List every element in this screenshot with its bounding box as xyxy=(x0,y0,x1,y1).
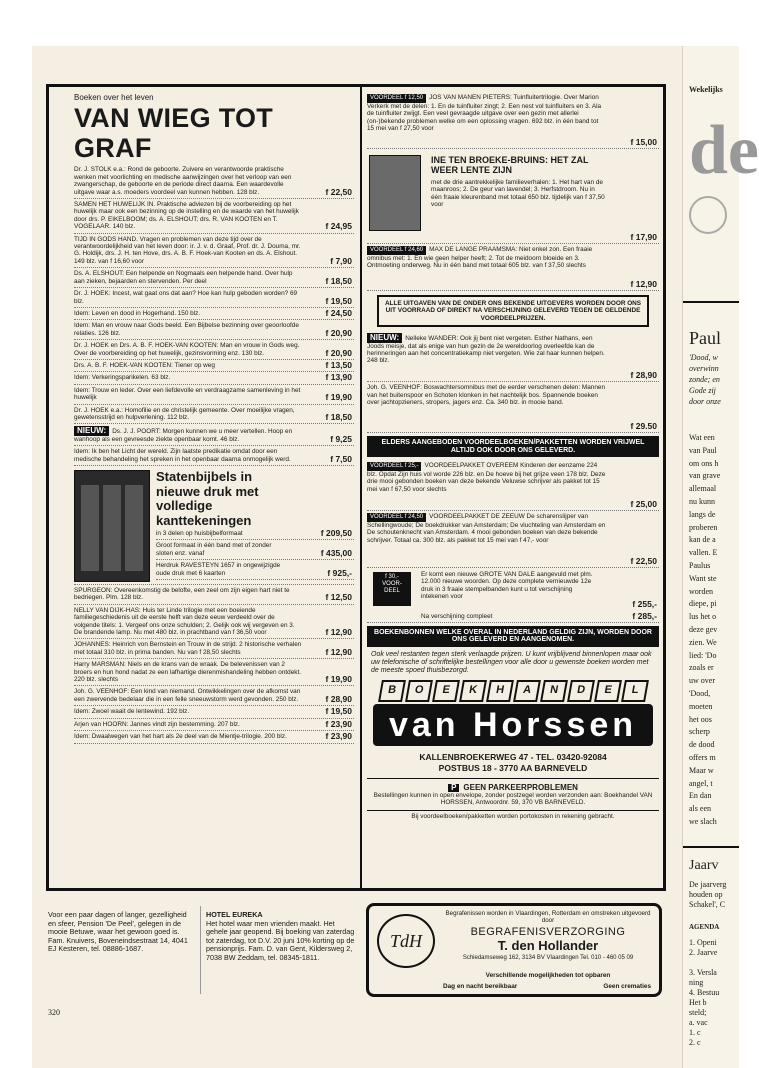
offer-praamsma: VOORDEEL f 24,60 MAX DE LANGE PRAAMSMA: Niet enkel zon. Een fraaie omnibus met: 1. En wie geen helper heeft; 2. Tot de meidoorn bloeide en 3. Ontmoeting onderweg. Nu in één band met totaal 605 blz. van f 37,50 slechts f 12,90 xyxy=(367,244,659,291)
parking-text: Bestellingen kunnen in open envelope, zonder postzegel worden verzonden aan: Boekhandel VAN HORSSEN, Antwoordnr. 59, 370 VB BARNEVELD. xyxy=(373,791,653,807)
price: f 19,90 xyxy=(325,392,352,403)
price: f 20,90 xyxy=(325,327,352,338)
facing-page xyxy=(682,46,759,1068)
bible-price-row xyxy=(156,528,354,540)
text-line: Gode zij xyxy=(689,386,716,395)
book-entry xyxy=(74,372,354,384)
book-description: Harry MARSMAN: Niels en de krans van de wraak. De belevenissen van 2 broers en hun hond nadat ze een lafhartige dierenmishandeling hebben ontdekt. 220 blz. slechts xyxy=(74,661,302,684)
text-line: De jaarverg xyxy=(689,880,727,889)
ad-begrafenis xyxy=(366,903,662,997)
text-line: de dood xyxy=(689,740,715,750)
price: f 17,90 xyxy=(630,231,657,242)
text-line: lied: 'Do xyxy=(689,650,717,660)
book-entry xyxy=(74,605,354,640)
price: f 28,90 xyxy=(325,693,352,704)
text-line: 3. Versla xyxy=(689,968,717,977)
facing-divider xyxy=(683,301,739,303)
logo-letter-tile: K xyxy=(459,680,487,702)
price: f 12,90 xyxy=(325,646,352,657)
price: f 7,50 xyxy=(330,453,352,464)
book-entry xyxy=(74,719,354,731)
parking-icon: P xyxy=(448,784,459,791)
new-badge: NIEUW: xyxy=(74,426,109,435)
voordeel-badge: VOORDEEL f 25,- xyxy=(367,462,421,471)
text-line: Want ste xyxy=(689,573,717,583)
price: f 435,00 xyxy=(320,547,352,558)
text-line: worden xyxy=(689,586,713,596)
price: f 19,90 xyxy=(325,674,352,685)
book-description: SPURGEON: Overeenkomstig de belofte, een zeel om zijn eigen hart niet te bedriegen. Plm. 128 blz. xyxy=(74,587,290,602)
offer-text: met de drie aantrekkelijke familieverhalen: 1. Het hart van de maanroos; 2. De geur van lavendel; 3. Herfstdroom. Nu in één fraaie kleurenband met totaal 650 blz. tijdelijk van f 37,50 voor xyxy=(431,179,605,209)
restanten-note: Ook veel restanten tegen sterk verlaagde prijzen. U kunt vrijblijvend binnenlopen maar ook uw telefonische of schriftelijke bestellingen voor alle door u gewenste boeken worden met de meeste spoed thuisbezorgd. xyxy=(371,650,652,675)
price: f 29.50 xyxy=(630,420,657,431)
text-line: Het b xyxy=(689,998,707,1007)
facing-section-text xyxy=(689,880,726,910)
bible-edition: in 3 delen op huisbijbelformaat xyxy=(156,530,243,537)
ad-pension-de-peel: Voor een paar dagen of langer, gezelligheid en sfeer, Pension 'De Peel', gelegen in de mooie Betuwe, waar het gewoon goed is. Fam. Knuivers, Boveneindsestraat 14, 4041 EJ Kesteren, tel. 08886-1687. xyxy=(48,910,188,954)
bible-title: Statenbijbels in nieuwe druk met volledige kanttekeningen xyxy=(156,469,259,528)
boekenbonnen-banner: BOEKENBONNEN WELKE OVERAL IN NEDERLAND GELDIG ZIJN, WORDEN DOOR ONS GELEVERD EN AANGENOMEN. xyxy=(367,626,659,647)
text-line: 1. Openi xyxy=(689,938,717,947)
text-line: 'Dood, w xyxy=(689,353,718,362)
book-entry xyxy=(74,659,354,686)
price: f 12,90 xyxy=(325,627,352,638)
porto-note: Bij voordeelboeken/pakketten worden portokosten in rekening gebracht. xyxy=(367,810,659,820)
text-line: offers m xyxy=(689,752,716,762)
bible-set-image xyxy=(74,470,150,582)
text-line: zonde; en xyxy=(689,375,720,384)
price: f 255,- xyxy=(632,598,657,609)
text-line: 4. Bestuu xyxy=(689,988,720,997)
price: f 25,00 xyxy=(630,498,657,509)
offer-title: INE TEN BROEKE-BRUINS: HET ZAL WEER LENTE ZIJN xyxy=(431,155,589,175)
book-description: Idem: Leven en dood in Hogerhand. 150 blz. xyxy=(74,309,201,317)
price: f 209,50 xyxy=(320,528,352,538)
text-line: als een xyxy=(689,804,711,814)
facing-page-header: Wekelijks xyxy=(689,85,723,94)
bible-price-list xyxy=(156,528,354,580)
price: f 19,50 xyxy=(325,706,352,717)
voordeel-badge: VOORDEEL f 12,50 xyxy=(367,94,426,103)
book-entry xyxy=(74,199,354,234)
book-entry xyxy=(74,340,354,360)
monogram-logo-icon: TdH xyxy=(377,914,435,968)
logo-letter-tile: D xyxy=(567,680,595,702)
price: f 18,50 xyxy=(325,411,352,422)
text-line: zien. We xyxy=(689,637,717,647)
book-description: Drs. A. B. F. HOEK-VAN KOOTEN: Tiener op weg xyxy=(74,361,215,369)
text-line: kan de a xyxy=(689,535,716,545)
bible-price-row xyxy=(156,560,354,580)
text-line: a. vac xyxy=(689,1018,708,1027)
text-line: moeten xyxy=(689,701,713,711)
book-entry xyxy=(74,268,354,288)
price: f 22,50 xyxy=(325,186,352,197)
new-badge: NIEUW: xyxy=(367,333,402,342)
text-line: het oos xyxy=(689,714,712,724)
left-column xyxy=(74,94,354,744)
price: f 12,90 xyxy=(630,278,657,289)
facing-page-masthead: de xyxy=(689,112,759,189)
begrafenis-right: Geen crematies xyxy=(603,983,651,990)
ad-hotel-eureka xyxy=(206,911,356,963)
book-description: Arjen van HOORN: Jannes vindt zijn bestemming. 207 blz. xyxy=(74,720,240,728)
facing-article-body xyxy=(689,432,720,829)
text-line: scherp xyxy=(689,727,710,737)
book-entry xyxy=(74,164,354,199)
price: f 20,90 xyxy=(325,347,352,358)
price: f 13,90 xyxy=(325,372,352,383)
book-description: NELLY VAN DIJK-HAS: Huis ter Linde trilogie met een boeiende familiegeschiedenis uit de eerste helft van deze eeuw verdeeld over de volgende titels: 1. Vergeef ons onze schulden; 2. Gelijk ook wij vergeven en 3. De brandende lamp. Nu met 480 blz. in prachtband van f 36,50 voor xyxy=(74,606,295,637)
book-entry xyxy=(74,405,354,425)
price: f 12,50 xyxy=(325,592,352,603)
text-line: Maar w xyxy=(689,765,714,775)
price-2: f 285,- xyxy=(632,610,657,621)
facing-article-title: Paul xyxy=(689,328,722,348)
page-headline: VAN WIEG TOT GRAF xyxy=(74,103,274,164)
logo-letter-tile: A xyxy=(513,680,541,702)
begrafenis-address: Schiedamseweg 162, 3134 BV Vlaardingen Tel. 010 - 460 05 09 xyxy=(462,955,634,961)
text-line: En dan xyxy=(689,791,712,801)
offer-wander: NIEUW: Nelleke WANDER: Ook jij bent niet vergeten. Esther Nathans, een Joods meisje, dat als enige van hun gezin de 2e wereldoorlog overleefde kan de herinneringen aan het concentratiekamp niet vergeten. Wie zal haar kunnen helpen. 248 blz. f 28,90 xyxy=(367,331,659,382)
text-line: deze gev xyxy=(689,624,718,634)
page-number: 320 xyxy=(48,1008,60,1017)
offer-grote-van-dale xyxy=(367,568,659,623)
bible-edition: Groot formaat in één band met of zonder sloten enz. vanaf xyxy=(156,542,272,557)
book-list-1 xyxy=(74,164,354,424)
book-cover-image xyxy=(369,155,421,231)
text-line: om ons h xyxy=(689,458,719,468)
voordeel-badge: VOORDEEL f 24,50 xyxy=(367,513,426,522)
book-entry xyxy=(74,731,354,743)
offer-zeeuw: VOORDEEL f 24,50 VOORDEELPAKKET DE ZEEUW De scharenslijper van Schellingwoude; De boekdrukker van Amsterdam; De vluchteling van Amsterdam en De schoutenknecht van Amsterdam. 4 mooi gebonden boeken van deze bekende schrijver. Totaal ca. 300 blz. als pakket tot 15 mei van f 47,- voor f 22,50 xyxy=(367,511,659,568)
boekhandel-logo-tiles xyxy=(367,680,659,702)
text-line: 'Dood, xyxy=(689,688,711,698)
right-column xyxy=(367,92,659,820)
begrafenis-line: Verschillende mogelijkheden tot opbaren xyxy=(485,972,611,979)
book-description: Ds. A. ELSHOUT: Een helpende en Nogmaals een helpende hand. Over hulp aan zieken, bejaarden en stervenden. Per deel xyxy=(74,270,293,285)
facing-agenda-list xyxy=(689,938,719,1048)
text-line: Paulus xyxy=(689,560,711,570)
book-entry xyxy=(74,234,354,269)
book-entry-poort: NIEUW: Ds. J. J. POORT: Morgen kunnen we u meer vertellen. Hoop en wanhoop als een gevreesde ziekte openbaar komt. 46 blz. f 9,25 xyxy=(74,424,354,446)
ad-separator xyxy=(200,906,201,994)
section-label: Boeken over het leven xyxy=(74,93,154,102)
book-entry xyxy=(74,706,354,718)
bookshop-logo-name: van Horssen xyxy=(373,704,653,746)
bible-edition: Herdruk RAVESTEYN 1657 in ongewijzigde oude druk met 6 kaarten xyxy=(156,562,281,577)
book-description: SAMEN HET HUWELIJK IN. Praktische adviezen bij de voorbereiding op het huwelijk maar ook een bezinning op de instelling en de waarde van het huwelijk door drs. P. EIKELBOOM; ds. A. ELSHOUT; drs. R. VAN KOOTEN en T. VOGELAAR. 140 blz. xyxy=(74,201,299,231)
book-entry-licht: Idem: Ik ben het Licht der wereld. Zijn laatste predikatie omdat door een medische behandeling het spreken in het openbaar daarna onmogelijk werd. f 7,50 xyxy=(74,446,354,466)
price: f 24,95 xyxy=(325,221,352,232)
offer-text-2: Na verschijning compleet xyxy=(421,612,493,620)
book-description: Idem: Man en vrouw naar Gods beeld. Een Bijbelse bezinning over geoorloofde relaties. 126 blz. xyxy=(74,322,299,337)
price: f 18,50 xyxy=(325,275,352,286)
price: f 19,50 xyxy=(325,295,352,306)
logo-letter-tile: N xyxy=(540,680,568,702)
text-line: steld; xyxy=(689,1008,707,1017)
price: f 23,90 xyxy=(325,718,352,729)
book-entry xyxy=(74,686,354,706)
book-description: Dr. J. STOLK e.a.: Rond de geboorte. Zuivere en verantwoorde praktische wenken met voorlichting en medische aanwijzingen over het verloop van een zwangerschap, de geboorte en de periode direct daarna. Een waardevolle uitgave waar a.s. moeders voordeel van kunnen hebben. 128 blz. xyxy=(74,166,292,196)
text-line: uw over xyxy=(689,676,715,686)
price: f 24,50 xyxy=(325,307,352,318)
hotel-title: HOTEL EUREKA xyxy=(206,910,263,919)
price: f 28,90 xyxy=(630,369,657,380)
text-line: 1. c xyxy=(689,1028,701,1037)
bookshop-address-1: KALLENBROEKERWEG 47 - TEL. 03420-92084 xyxy=(419,752,607,763)
logo-letter-tile: H xyxy=(486,680,514,702)
logo-letter-tile: O xyxy=(405,680,433,702)
begrafenis-name: T. den Hollander xyxy=(497,938,599,953)
book-entry xyxy=(74,320,354,340)
logo-letter-tile: L xyxy=(621,680,649,702)
offer-overeem: VOORDEEL f 25,- VOORDEELPAKKET OVEREEM Kinderen der eenzame 224 blz. Opdat Zijn huis vol worde 226 blz. en De hoeve bij het grijze veen 178 blz. Deze drie mooi gebonden boeken van deze bekende Veluwse schrijver als pakket tot 15 mei van f 67,50 voor slechts f 25,00 xyxy=(367,460,659,511)
offer-broeke xyxy=(367,149,659,244)
bookshop-address-2: POSTBUS 18 - 3770 AA BARNEVELD xyxy=(367,763,659,779)
offer-text: Er komt een nieuwe GROTE VAN DALE aangevuld met plm. 12.000 nieuwe woorden. Op deze complete vernieuwde 12e druk in 3 fraaie stempelbanden kunt u tot verschijning intekenen voor xyxy=(421,571,593,601)
text-line xyxy=(689,958,719,968)
text-line: we slach xyxy=(689,816,717,826)
bible-price-row xyxy=(156,540,354,560)
text-line: lus het o xyxy=(689,612,717,622)
facing-divider-2 xyxy=(683,846,739,848)
price: f 23,90 xyxy=(325,731,352,742)
logo-letter-tile: B xyxy=(378,680,406,702)
text-line: Schakel', C xyxy=(689,900,726,909)
book-description: TIJD IN GODS HAND. Vragen en problemen van deze tijd over de verantwoordelijkheid van het leven door: ir. J. v. d. Graaf, Prof. dr. J. Douma, mr. G. Holdijk, drs. J. H. ten Hove, drs. A. B. F. Hoek-van Kooten en ds. A. Elshout. 149 blz. van f 16,60 voor xyxy=(74,235,301,265)
emblem-icon xyxy=(689,196,727,234)
book-entry xyxy=(74,288,354,308)
book-description: Idem: Dwaalwegen van het hart als 2e deel van de Mientje-trilogie. 200 blz. xyxy=(74,733,287,741)
text-line: houden op xyxy=(689,890,723,899)
book-description: JOHANNES: Heinrich von Bernstein en Trouw in de strijd. 2 historische verhalen met totaal 310 blz. in prima banden. Nu van f 28,50 slechts xyxy=(74,641,302,656)
text-line: overwinn xyxy=(689,364,719,373)
text-line: proberen xyxy=(689,522,718,532)
facing-agenda-title: AGENDA xyxy=(689,923,720,931)
logo-letter-tile: E xyxy=(594,680,622,702)
book-description: Dr. J. HOEK en Drs. A. B. F. HOEK-VAN KOOTEN: Man en vrouw in Gods weg. Over de voorbereiding op het huwelijk, gezinsvorming enz. 130 blz. xyxy=(74,342,300,357)
book-entry xyxy=(74,360,354,372)
text-line: allemaal xyxy=(689,484,717,494)
text-line: diepe, pi xyxy=(689,599,717,609)
text-line: van Paul xyxy=(689,445,717,455)
price: f 7,90 xyxy=(330,255,352,266)
text-line: Wat een xyxy=(689,433,715,442)
hotel-text: Het hotel waar men vrienden maakt. Het gehele jaar geopend. Bij boeking van zaterdag tot zaterdag, tot D.V. 20 juni 10% korting op de pensionprijs. Fam. D. van Gent, Kildersweg 2, 7038 BW Zeddam, tel. 08345-1811. xyxy=(206,918,355,962)
price: f 925,- xyxy=(327,567,352,578)
book-description: Idem: Zwoel waait de lentewind. 192 blz. xyxy=(74,708,190,716)
offer-veenhof: Joh. G. VEENHOF: Boswachtersomnibus met de eerder verschenen delen: Mannen van het buitenspoor en Schoten klonken in het nachtelijk bos. Spannende boeken over jachtopzieners, stropers, jagers enz. Ca. 340 blz. in mooie band. f 29.50 xyxy=(367,382,659,433)
price: f 15,00 xyxy=(630,136,657,147)
book-entry xyxy=(74,308,354,320)
text-line: van grave xyxy=(689,471,721,481)
text-line: nu kunn xyxy=(689,496,715,506)
book-description: Dr. J. HOEK: Incest, wat gaat ons dat aan? Hoe kan hulp geboden worden? 69 blz. xyxy=(74,290,298,305)
text-line: langs de xyxy=(689,509,716,519)
price: f 22,50 xyxy=(630,555,657,566)
text-line: door onze xyxy=(689,397,721,406)
book-description: Idem: Verkeringsparikelen. 63 blz. xyxy=(74,374,171,382)
begrafenis-left: Dag en nacht bereikbaar xyxy=(443,983,518,990)
book-description: Idem: Trouw en leder. Over een liefdevolle en verdraagzame samenleving in het huwelijk xyxy=(74,386,301,402)
price: f 13,50 xyxy=(325,359,352,370)
facing-section-title: Jaarv xyxy=(689,858,719,873)
offer-manen: VOORDEEL f 12,50 JOS VAN MANEN PIETERS: Tuinfluitertrilogie. Over Marion Verkerk met de delen: 1. En de tuinfluiter zingt; 2. Een nest vol tuinfluiters en 3. Ala de tuinfluiter zwijgt. Een veel gevraagde uitgave over een gezin met allerlei (on-)bekende problemen welke om een oplossing vragen. 692 blz. in één band tot 15 mei van f 27,50 voor f 15,00 xyxy=(367,92,659,149)
book-description: Joh. G. VEENHOF: Een kind van niemand. Ontwikkelingen over de afkomst van een zwervende bedelaar die in een felle sneeuwstorm werd gevonden. 250 blz. xyxy=(74,688,301,703)
book-entry xyxy=(74,585,354,605)
parking-heading: P GEEN PARKEERPROBLEMEN xyxy=(367,784,659,791)
text-line: angel, t xyxy=(689,778,713,788)
text-line: ning xyxy=(689,978,704,987)
facing-article-lead xyxy=(689,352,721,407)
voordeel-badge: VOORDEEL f 24,60 xyxy=(367,246,426,255)
book-description: Dr. J. HOEK e.a.: Homofilie en de christelijk gemeente. Over moeilijke vragen, gewetensstrijd en hulpverlening. 112 blz. xyxy=(74,406,295,421)
pakketten-banner: ELDERS AANGEBODEN VOORDEELBOEKEN/PAKKETTEN WORDEN VRIJWEL ALTIJD OOK DOOR ONS GELEVERD. xyxy=(367,436,659,457)
publisher-notice: ALLE UITGAVEN VAN DE ONDER ONS BEKENDE UITGEVERS WORDEN DOOR ONS UIT VOORRAAD OF DIREKT NA VERSCHIJNING GELEVERD TEGEN DE GELDENDE VOORDEELPRIJZEN. xyxy=(377,295,649,327)
book-list-2 xyxy=(74,585,354,744)
book-entry xyxy=(74,639,354,659)
text-line: 2. c xyxy=(689,1038,701,1047)
begrafenis-title: BEGRAFENISVERZORGING xyxy=(470,926,626,938)
begrafenis-intro: Begrafenissen worden in Vlaardingen, Rotterdam en omstreken uitgevoerd door xyxy=(445,910,651,924)
text-line: zoals er xyxy=(689,663,714,673)
voordeel-badge: f 30,- VOOR-DEEL xyxy=(373,572,411,606)
bible-offer xyxy=(74,466,354,585)
book-entry xyxy=(74,385,354,405)
text-line: 2. Jaarve xyxy=(689,948,718,957)
price: f 9,25 xyxy=(330,433,352,444)
logo-letter-tile: E xyxy=(432,680,460,702)
column-divider xyxy=(360,84,362,891)
text-line: vallen. E xyxy=(689,548,718,558)
